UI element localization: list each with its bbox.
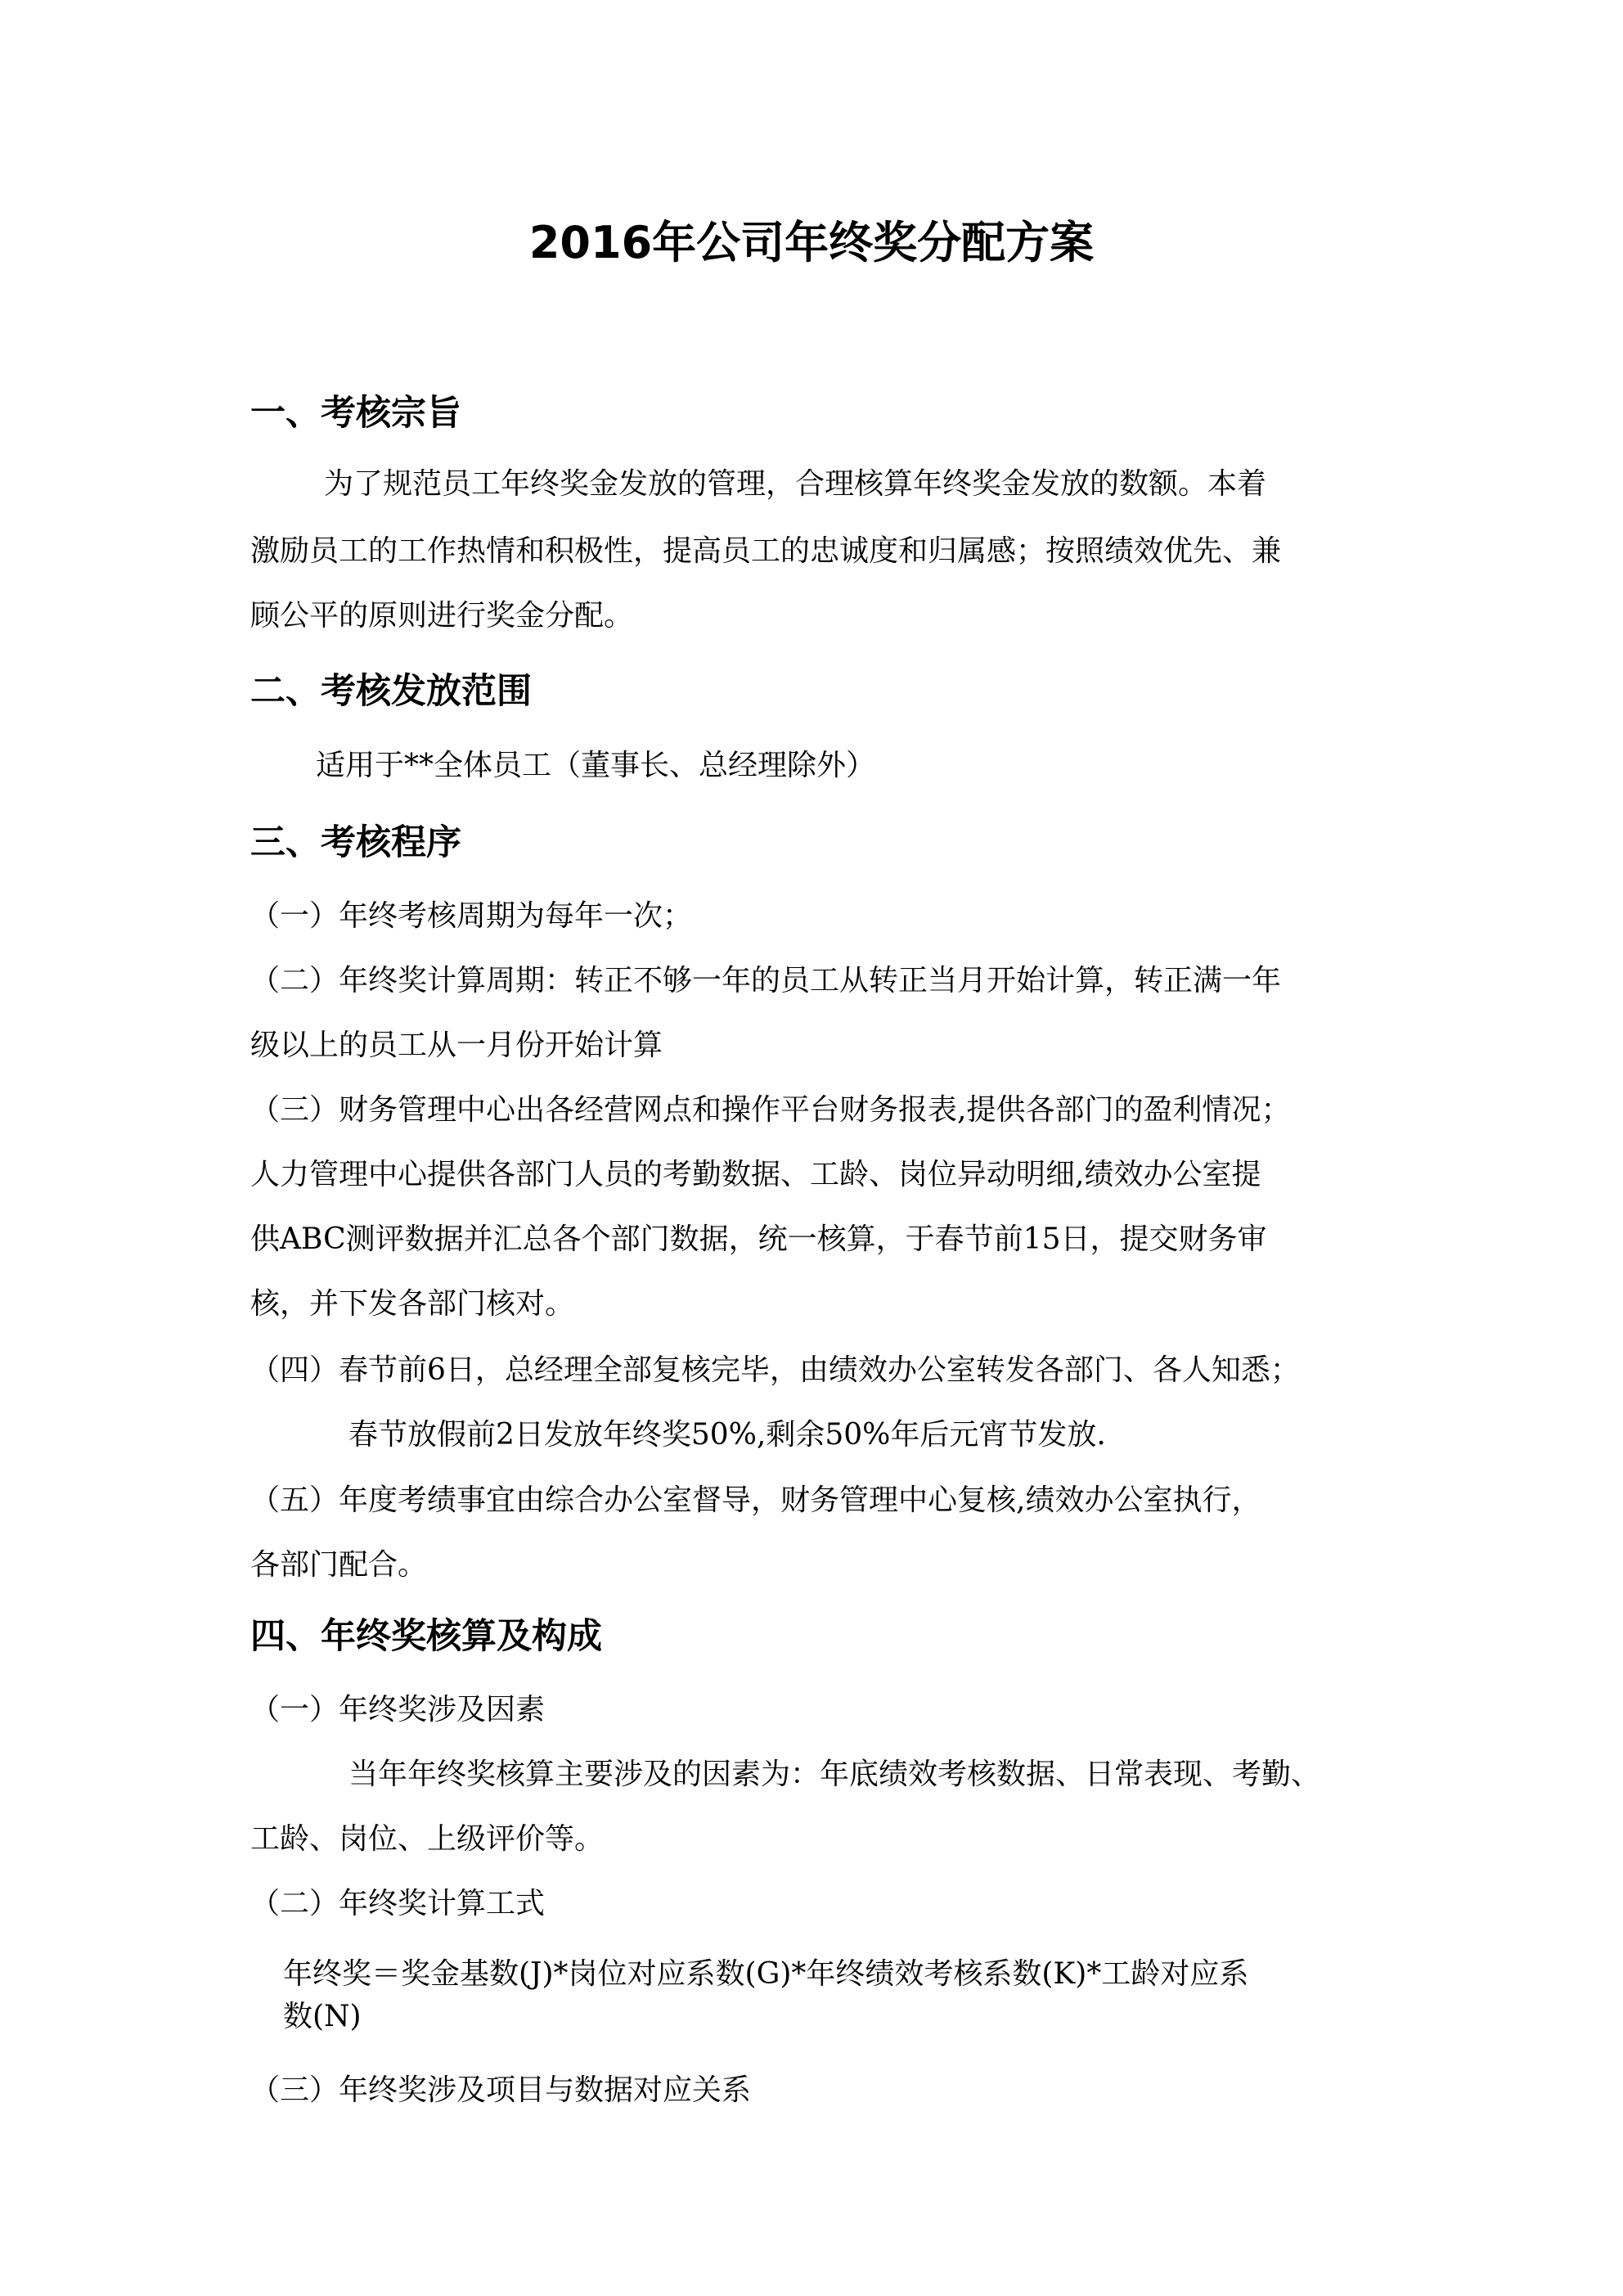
list-item: （五）年度考绩事宜由综合办公室督导，财务管理中心复核,绩效办公室执行，	[250, 1483, 1261, 1517]
paragraph-line: 工龄、岗位、上级评价等。	[250, 1822, 605, 1856]
list-item-continuation: 春节放假前2日发放年终奖50%,剩余50%年后元宵节发放.	[348, 1418, 1106, 1452]
formula-line: 年终奖＝奖金基数(J)*岗位对应系数(G)*年终绩效考核系数(K)*工龄对应系	[283, 1957, 1249, 1991]
paragraph-line: 适用于**全体员工（董事长、总经理除外）	[316, 749, 876, 782]
list-item-continuation: 级以上的员工从一月份开始计算	[250, 1029, 663, 1062]
paragraph-line: 激励员工的工作热情和积极性，提高员工的忠诚度和归属感；按照绩效优先、兼	[250, 534, 1282, 568]
formula-line: 数(N)	[283, 2000, 362, 2033]
section-heading-scope: 二、考核发放范围	[250, 671, 532, 712]
list-item-continuation: 供ABC测评数据并汇总各个部门数据，统一核算，于春节前15日，提交财务审	[250, 1222, 1267, 1256]
list-item-continuation: 各部门配合。	[250, 1548, 428, 1582]
list-item-continuation: 核，并下发各部门核对。	[250, 1287, 575, 1321]
list-item: （四）春节前6日，总经理全部复核完毕，由绩效办公室转发各部门、各人知悉；	[250, 1353, 1300, 1387]
paragraph-line: 为了规范员工年终奖金发放的管理，合理核算年终奖金发放的数额。本着	[324, 467, 1267, 501]
list-item: （三）年终奖涉及项目与数据对应关系	[250, 2073, 752, 2107]
section-heading-purpose: 一、考核宗旨	[250, 393, 461, 434]
paragraph-line: 顾公平的原则进行奖金分配。	[250, 599, 634, 633]
list-item: （二）年终奖计算工式	[250, 1887, 546, 1920]
section-heading-procedure: 三、考核程序	[250, 822, 461, 863]
section-heading-calculation: 四、年终奖核算及构成	[250, 1616, 602, 1657]
list-item: （一）年终奖涉及因素	[250, 1693, 546, 1727]
document-title: 2016年公司年终奖分配方案	[528, 217, 1095, 268]
list-item: （三）财务管理中心出各经营网点和操作平台财务报表,提供各部门的盈利情况；	[250, 1093, 1291, 1127]
paragraph-line: 当年年终奖核算主要涉及的因素为：年底绩效考核数据、日常表现、考勤、	[348, 1758, 1321, 1791]
list-item-continuation: 人力管理中心提供各部门人员的考勤数据、工龄、岗位异动明细,绩效办公室提	[250, 1158, 1261, 1191]
list-item: （一）年终考核周期为每年一次；	[250, 899, 693, 933]
list-item: （二）年终奖计算周期：转正不够一年的员工从转正当月开始计算，转正满一年	[250, 964, 1282, 997]
